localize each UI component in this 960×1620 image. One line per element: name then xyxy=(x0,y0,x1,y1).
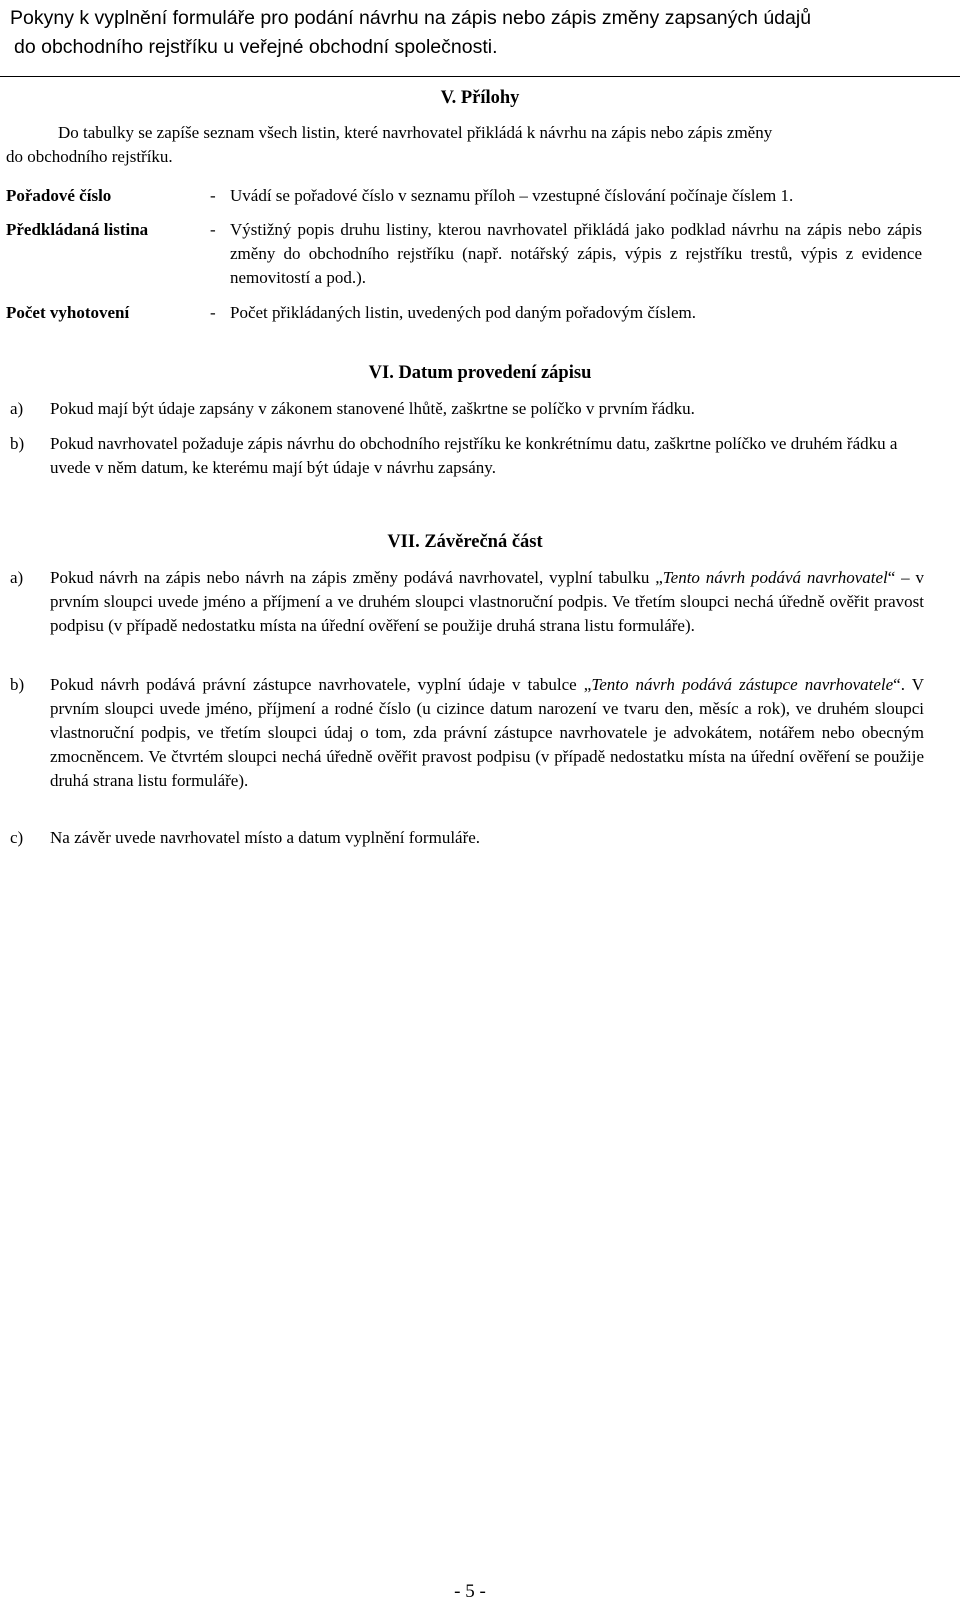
section-5-intro-line-2: do obchodního rejstříku. xyxy=(6,147,173,166)
section-7-item-b-text xyxy=(50,673,924,793)
section-7-item-c-text: Na závěr uvede navrhovatel místo a datum vyplnění formuláře. xyxy=(50,828,481,847)
term-poradove-cislo: Pořadové číslo xyxy=(6,186,112,205)
item-b-text-after: “. V prvním sloupci uvede jméno, příjmení a rodné číslo (u cizince datum narození ve tvaru den, měsíc a rok), ve druhém sloupci vlastnoruční podpis, ve třetím sloupci údaj o tom, zda právní zástupce navrhovatele je advokátem, notářem nebo obecným zmocněncem. Ve čtvrtém sloupci nechá úředně ověřit pravost podpisu (v případě nedostatku místa na úřední ověření se použije druhá strana listu formuláře). xyxy=(50,675,924,790)
section-5-title: V. Přílohy xyxy=(440,88,520,108)
term-predkladana-listina: Předkládaná listina xyxy=(6,220,149,239)
desc-pocet-vyhotoveni: Počet přikládaných listin, uvedených pod daným pořadovým číslem. xyxy=(230,303,696,322)
dash: - xyxy=(210,186,216,205)
section-6-title: VI. Datum provedení zápisu xyxy=(368,363,592,383)
term-pocet-vyhotoveni: Počet vyhotovení xyxy=(6,303,130,322)
section-6-item-b-text: Pokud navrhovatel požaduje zápis návrhu do obchodního rejstříku ke konkrétnímu datu, zaškrtne políčko ve druhém řádku a uvede v něm datum, ke kterému mají být údaje v návrhu zapsány. xyxy=(50,434,898,477)
section-6-item-a-text: Pokud mají být údaje zapsány v zákonem stanovené lhůtě, zaškrtne se políčko v prvním řádku. xyxy=(50,399,695,418)
section-7-title: VII. Závěrečná část xyxy=(387,532,543,552)
item-a-italic-form-name: Tento návrh podává navrhovatel xyxy=(662,568,888,587)
document-header xyxy=(0,0,960,77)
item-label: b) xyxy=(10,434,25,453)
header-line-2: do obchodního rejstříku u veřejné obchodní společnosti. xyxy=(14,36,498,58)
header-line-1: Pokyny k vyplnění formuláře pro podání návrhu na zápis nebo zápis změny zapsaných údajů xyxy=(10,7,812,29)
item-label: c) xyxy=(10,828,24,847)
item-b-italic-form-name: Tento návrh podává zástupce navrhovatele xyxy=(591,675,894,694)
item-label: a) xyxy=(10,399,24,418)
item-label: b) xyxy=(10,675,25,694)
desc-predkladana-listina: Výstižný popis druhu listiny, kterou navrhovatel přikládá jako podklad návrhu na zápis nebo zápis změny do obchodního rejstříku (např. notářský zápis, výpis z rejstříku trestů, výpis z evidence nemovitostí a pod.). xyxy=(230,220,922,287)
page-number: - 5 - xyxy=(454,1581,486,1602)
item-a-text-before: Pokud návrh na zápis nebo návrh na zápis změny podává navrhovatel, vyplní tabulku „ xyxy=(50,568,663,587)
desc-poradove-cislo: Uvádí se pořadové číslo v seznamu příloh – vzestupné číslování počínaje číslem 1. xyxy=(230,186,794,205)
section-5-intro-line-1: Do tabulky se zapíše seznam všech listin, které navrhovatel přikládá k návrhu na zápis nebo zápis změny xyxy=(58,123,773,142)
item-b-text-before: Pokud návrh podává právní zástupce navrhovatele, vyplní údaje v tabulce „ xyxy=(50,675,592,694)
item-label: a) xyxy=(10,568,24,587)
section-7-item-a-text xyxy=(50,566,924,638)
dash: - xyxy=(210,220,216,239)
item-a-text-after: “ – v prvním sloupci uvede jméno a příjmení a ve druhém sloupci vlastnoruční podpis. Ve třetím sloupci nechá úředně ověřit pravost podpisu (v případě nedostatku místa na úřední ověření se použije druhá strana listu formuláře). xyxy=(50,568,925,635)
dash: - xyxy=(210,303,216,322)
